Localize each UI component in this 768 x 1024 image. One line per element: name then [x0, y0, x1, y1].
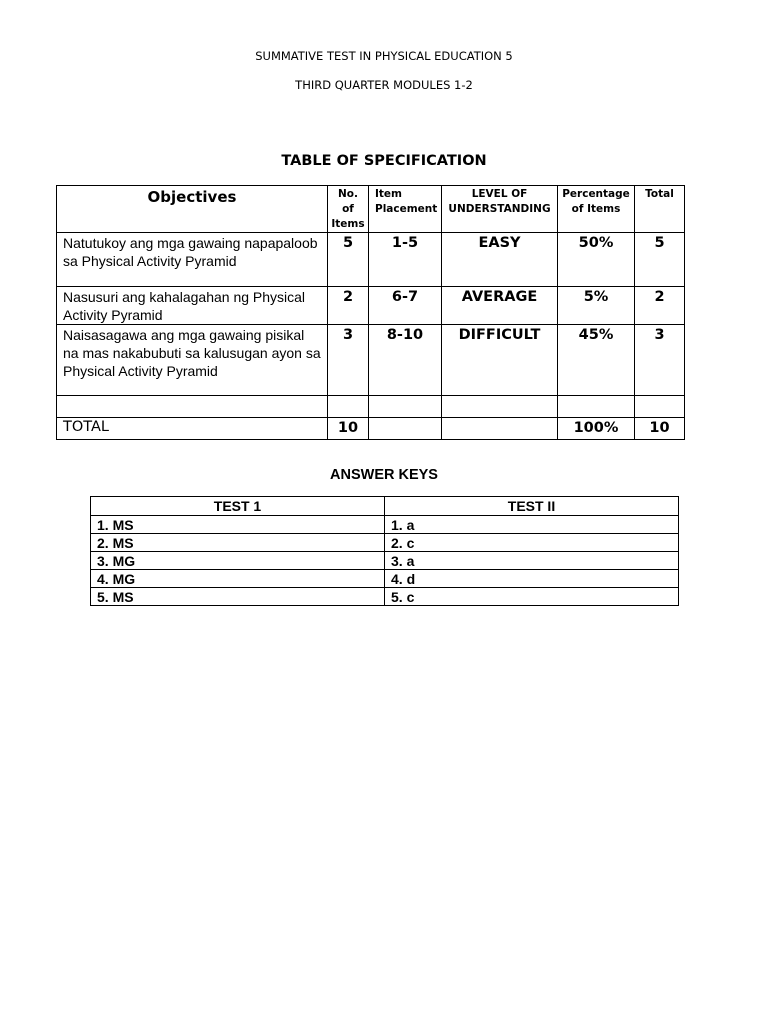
col-item-placement-line1: Item [375, 188, 402, 200]
test1-answer: 3. MG [91, 552, 385, 570]
test2-answer: 3. a [385, 552, 679, 570]
empty-cell [442, 396, 558, 418]
items-cell: 2 [328, 287, 369, 325]
test2-header: TEST II [385, 497, 679, 516]
col-no-of-items [328, 186, 369, 233]
table-row [91, 534, 679, 552]
total-row [57, 418, 685, 440]
test2-answer: 1. a [385, 516, 679, 534]
empty-cell [328, 396, 369, 418]
objective-cell: Nasusuri ang kahalagahan ng Physical Activity Pyramid [57, 287, 328, 325]
total-total: 10 [635, 418, 685, 440]
document-title: SUMMATIVE TEST IN PHYSICAL EDUCATION 5 [255, 49, 513, 63]
empty-row [57, 396, 685, 418]
percentage-cell: 50% [558, 233, 635, 287]
items-cell: 5 [328, 233, 369, 287]
col-item-placement-line2: Placement [375, 203, 438, 215]
col-item-placement [369, 186, 442, 233]
test2-answer: 5. c [385, 588, 679, 606]
test1-answer: 2. MS [91, 534, 385, 552]
table-row [91, 570, 679, 588]
test1-answer: 4. MG [91, 570, 385, 588]
placement-cell: 8-10 [369, 325, 442, 396]
placement-cell: 1-5 [369, 233, 442, 287]
total-cell: 3 [635, 325, 685, 396]
tos-header-row [57, 186, 685, 233]
col-no-of-items-line1: No. [338, 188, 358, 200]
table-row [57, 325, 685, 396]
table-row [57, 233, 685, 287]
table-row [91, 516, 679, 534]
test1-answer: 5. MS [91, 588, 385, 606]
empty-cell [635, 396, 685, 418]
level-cell: DIFFICULT [442, 325, 558, 396]
table-row [91, 588, 679, 606]
col-percentage-line2: of Items [571, 203, 621, 215]
placement-cell: 6-7 [369, 287, 442, 325]
empty-cell [369, 418, 442, 440]
table-row [57, 287, 685, 325]
col-level-of-understanding [442, 186, 558, 233]
col-no-of-items-line2: of [342, 203, 354, 215]
test1-answer: 1. MS [91, 516, 385, 534]
empty-cell [369, 396, 442, 418]
col-percentage [558, 186, 635, 233]
test1-header: TEST 1 [91, 497, 385, 516]
level-cell: EASY [442, 233, 558, 287]
objective-cell: Naisasagawa ang mga gawaing pisikal na mas nakabubuti sa kalusugan ayon sa Physical Activity Pyramid [57, 325, 328, 396]
percentage-cell: 5% [558, 287, 635, 325]
col-total: Total [635, 186, 685, 233]
table-row [91, 552, 679, 570]
total-percentage: 100% [558, 418, 635, 440]
col-level-line2: UNDERSTANDING [448, 203, 551, 215]
answer-keys-header-row [91, 497, 679, 516]
test2-answer: 4. d [385, 570, 679, 588]
document-subtitle: THIRD QUARTER MODULES 1-2 [295, 78, 473, 92]
tos-title: TABLE OF SPECIFICATION [281, 153, 487, 169]
empty-cell [558, 396, 635, 418]
col-objectives: Objectives [57, 186, 328, 233]
test2-answer: 2. c [385, 534, 679, 552]
total-cell: 2 [635, 287, 685, 325]
table-of-specification [56, 185, 685, 440]
answer-keys-table [90, 496, 679, 606]
total-label: TOTAL [57, 418, 328, 440]
percentage-cell: 45% [558, 325, 635, 396]
level-cell: AVERAGE [442, 287, 558, 325]
total-cell: 5 [635, 233, 685, 287]
empty-cell [442, 418, 558, 440]
col-level-line1: LEVEL OF [471, 188, 528, 200]
answer-keys-title: ANSWER KEYS [330, 467, 438, 483]
total-items: 10 [328, 418, 369, 440]
col-no-of-items-line3: Items [331, 218, 365, 230]
empty-cell [57, 396, 328, 418]
objective-cell: Natutukoy ang mga gawaing napapaloob sa Physical Activity Pyramid [57, 233, 328, 287]
items-cell: 3 [328, 325, 369, 396]
col-percentage-line1: Percentage [562, 188, 630, 200]
